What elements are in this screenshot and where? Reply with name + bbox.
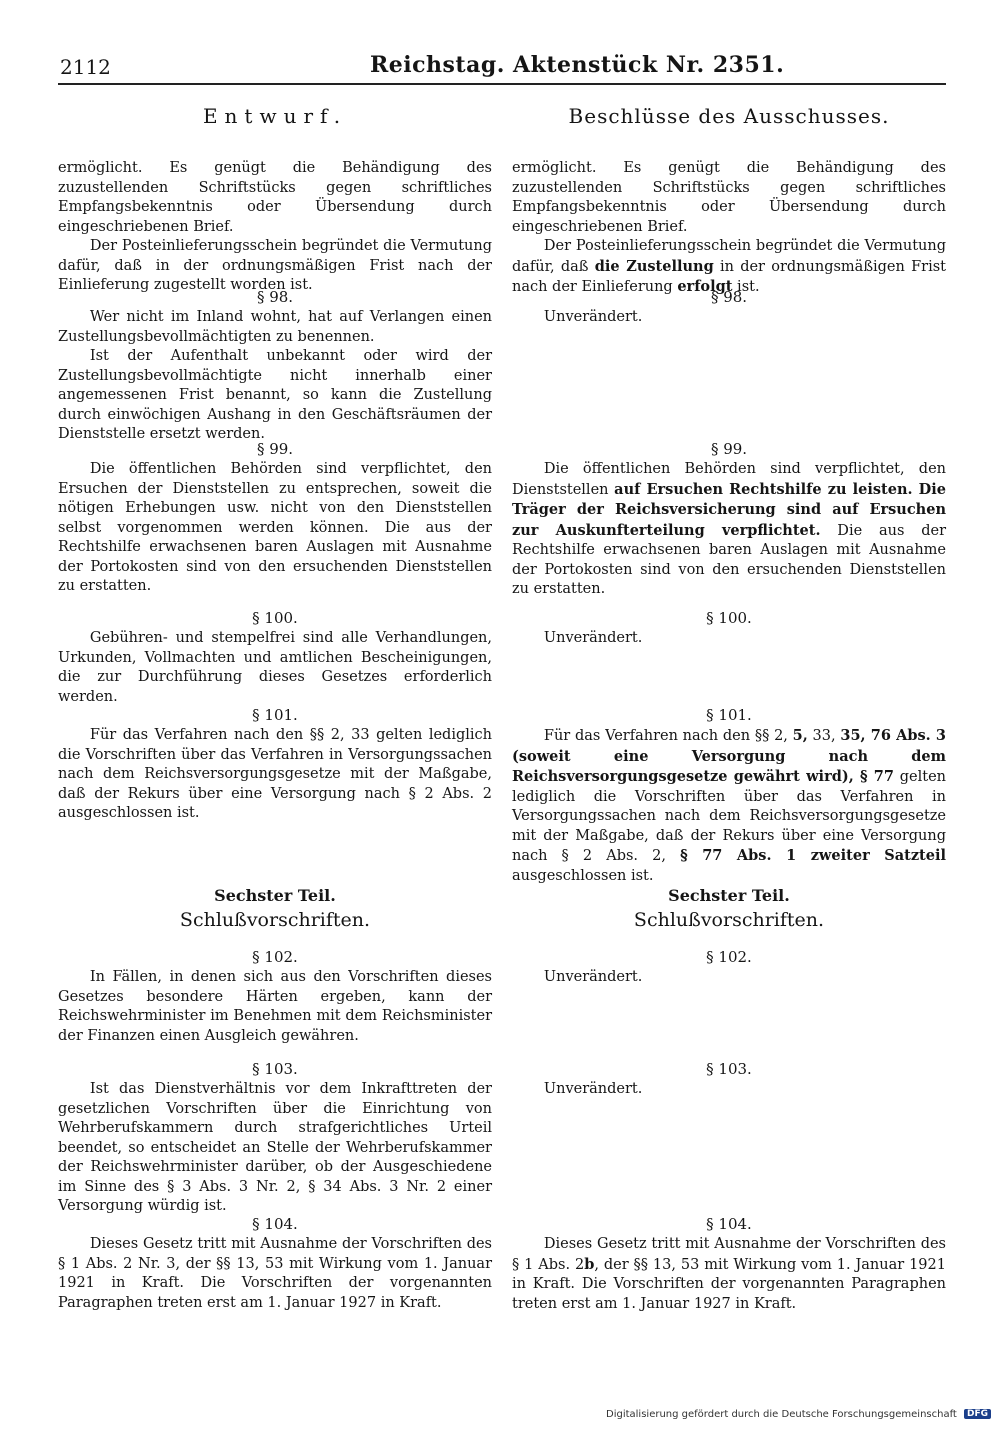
header-title: Reichstag. Aktenstück Nr. 2351. [370,52,785,78]
part-label: Sechster Teil. [214,886,336,905]
section-heading: § 99. [256,440,294,458]
left-paragraph: In Fällen, in denen sich aus den Vorschriften dieses Gesetzes besondere Härten ergeben, kann der Reichswehrminister im Benehmen mit dem Reichsminister der Finanzen einen Ausgleich gewähren. [58,969,492,1044]
left-paragraph: Für das Verfahren nach den §§ 2, 33 gelten lediglich die Vorschriften über das Verfahren in Versorgungssachen nach dem Reichsversorgungsgesetze mit der Maßgabe, daß der Rekurs über eine Versorgung nach § 2 Abs. 2 ausgeschlossen ist. [58,727,492,821]
amended-text: erfolgt [677,278,733,295]
unchanged-note: Unverändert. [543,309,643,325]
left-column-draft [58,96,492,1356]
part-title: Schlußvorschriften. [179,909,371,931]
section-heading: § 100. [706,609,752,627]
page-header [0,0,1000,80]
right-column-committee [512,96,946,1356]
text-run: Der Posteinlieferungsschein begründet die Vermutung dafür, daß [512,238,946,275]
section-heading: § 98. [256,288,294,306]
unchanged-note: Unverändert. [543,1081,643,1097]
right-paragraph [512,726,946,886]
section-heading: § 104. [706,1215,752,1233]
left-paragraph: ermöglicht. Es genügt die Behändigung des zuzustellenden Schriftstücks gegen schriftliches Empfangsbekenntnis oder Übersendung durch eingeschriebenen Brief. [58,160,492,235]
section-heading: § 101. [706,706,752,724]
right-paragraph: ermöglicht. Es genügt die Behändigung des zuzustellenden Schriftstücks gegen schriftliches Empfangsbekenntnis oder Übersendung durch eingeschriebenen Brief. [512,160,946,235]
right-section-104 [512,1213,946,1314]
text-run: Die aus der Rechtshilfe erwachsenen baren Auslagen mit Ausnahme der Portokosten sind von den ersuchenden Dienststellen zu erstatten. [512,522,946,597]
right-part-heading [512,886,946,931]
section-heading: § 100. [252,609,298,627]
left-section-99 [58,438,492,597]
section-heading: § 102. [706,948,752,966]
left-part-heading [58,886,492,931]
amended-text: 5, [792,727,808,744]
right-section-98 [512,286,946,328]
left-paragraph: Wer nicht im Inland wohnt, hat auf Verlangen einen Zustellungsbevollmächtigten zu benennen. [58,309,492,345]
unchanged-note: Unverändert. [543,969,643,985]
part-title: Schlußvorschriften. [633,909,825,931]
text-run: ist. [732,279,760,295]
text-run: Die öffentlichen Behörden sind verpflichtet, den Dienststellen [512,461,946,498]
credit-text: Digitalisierung gefördert durch die Deutsche Forschungsgemeinschaft [606,1409,957,1420]
left-paragraph: Dieses Gesetz tritt mit Ausnahme der Vorschriften des § 1 Abs. 2 Nr. 3, der §§ 13, 53 mit Wirkung vom 1. Januar 1921 in Kraft. Die Vorschriften der vorgenannten Paragraphen treten erst am 1. Januar 1927 in Kraft. [58,1236,492,1311]
right-paragraph [512,460,946,600]
text-run: , der §§ 13, 53 mit Wirkung vom 1. Januar 1921 in Kraft. Die Vorschriften der vorgenannten Paragraphen treten erst am 1. Januar 1927 in Kraft. [512,1256,946,1312]
left-section-98 [58,286,492,445]
header-rule [58,83,946,85]
unchanged-note: Unverändert. [543,630,643,646]
left-intro [58,159,492,296]
section-heading: § 103. [252,1060,298,1078]
amended-text: 35, 76 Abs. 3 (soweit eine Versorgung nach dem Reichsversorgungsgesetze gewährt wird), § 77 [512,727,947,785]
left-paragraph: Gebühren- und stempelfrei sind alle Verhandlungen, Urkunden, Vollmachten und amtlichen Bescheinigungen, die zur Durchführung dieses Gesetzes erforderlich werden. [58,630,492,705]
text-run: 33, [807,728,841,744]
section-heading: § 99. [710,440,748,458]
text-run: in der ordnungsmäßigen Frist nach der Einlieferung [512,258,946,295]
left-column-title: Entwurf. [202,104,348,128]
section-heading: § 101. [252,706,298,724]
right-section-102 [512,946,946,988]
section-heading: § 103. [706,1060,752,1078]
left-paragraph: Der Posteinlieferungsschein begründet die Vermutung dafür, daß in der ordnungsmäßigen Frist nach der Einlieferung zugestellt worden ist. [58,238,492,293]
left-section-103 [58,1058,492,1217]
amended-text: § 77 Abs. 1 zweiter Satzteil [680,847,946,864]
left-paragraph: Die öffentlichen Behörden sind verpflichtet, den Ersuchen der Dienststellen zu entsprechen, soweit die nötigen Erhebungen usw. nicht von den Dienststellen selbst vorgenommen werden können. Die aus der Rechtshilfe erwachsenen baren Auslagen mit Ausnahme der Portokosten sind von den ersuchenden Dienststellen zu erstatten. [58,461,492,594]
right-paragraph [512,1235,946,1314]
amended-text: auf Ersuchen Rechtshilfe zu leisten. Die Träger der Reichsversicherung sind auf Ersuchen zur Auskunfterteilung verpflichtet. [512,480,946,539]
text-run: ausgeschlossen ist. [512,867,654,884]
section-heading: § 98. [710,288,748,306]
left-paragraph: Ist das Dienstverhältnis vor dem Inkrafttreten der gesetzlichen Vorschriften über die Einrichtung von Wehrberufskammern durch strafgerichtliches Urteil beendet, so entscheidet an Stelle der Wehrberufskammer der Reichswehrminister darüber, ob der Ausgeschiedene im Sinne des § 3 Abs. 3 Nr. 2, § 34 Abs. 3 Nr. 2 einer Versorgung würdig ist. [58,1081,492,1214]
text-run: Dieses Gesetz tritt mit Ausnahme der Vorschriften des § 1 Abs. 2 [512,1236,946,1273]
left-section-104 [58,1213,492,1313]
part-label: Sechster Teil. [668,886,790,905]
amended-text: die Zustellung [594,257,714,275]
right-section-100 [512,607,946,649]
right-section-99 [512,438,946,600]
digitization-credit [606,1409,991,1420]
left-section-101 [58,704,492,824]
amended-text: b [584,1255,595,1273]
right-column-title: Beschlüsse des Ausschusses. [568,104,890,128]
right-section-103 [512,1058,946,1100]
right-section-101 [512,704,946,886]
text-run: Für das Verfahren nach den §§ 2, [543,728,793,744]
left-paragraph: Ist der Aufenthalt unbekannt oder wird der Zustellungsbevollmächtigte nicht innerhalb einer angemessenen Frist benannt, so kann die Zustellung durch einwöchigen Aushang in den Geschäftsräumen der Dienststelle ersetzt werden. [58,348,492,442]
right-intro [512,159,946,298]
section-heading: § 102. [252,948,298,966]
dfg-logo: DFG [964,1409,991,1419]
section-heading: § 104. [252,1215,298,1233]
left-section-102 [58,946,492,1046]
page-number: 2112 [60,55,111,79]
text-run: gelten lediglich die Vorschriften über das Verfahren in Versorgungssachen nach dem Reichsversorgungsgesetze mit der Maßgabe, daß der Rekurs über eine Versorgung nach § 2 Abs. 2, [512,769,946,864]
left-section-100 [58,607,492,707]
